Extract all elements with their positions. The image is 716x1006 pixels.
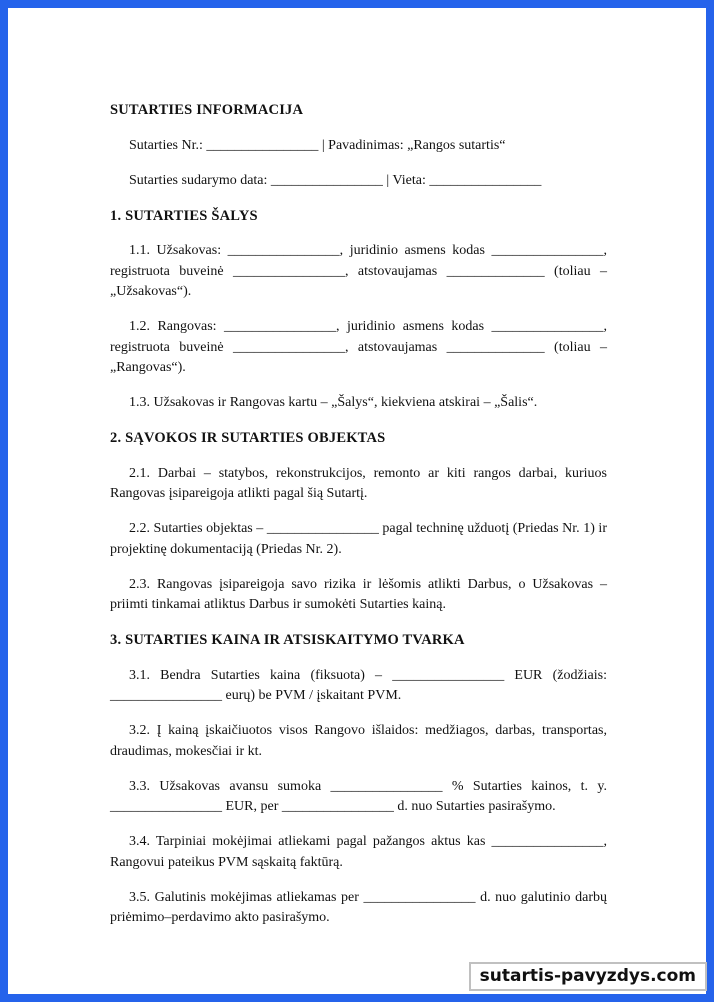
clause-3-3: 3.3. Užsakovas avansu sumoka ________________ % Sutarties kainos, t. y. ________________ EUR, per ________________ d. nuo Sutarties pasirašymo. (110, 778, 607, 814)
clause-2-3: 2.3. Rangovas įsipareigoja savo rizika ir lėšomis atlikti Darbus, o Užsakovas – priimti tinkamai atliktus Darbus ir sumokėti Sutarties kainą. (110, 576, 607, 612)
site-watermark-badge (469, 962, 707, 991)
contract-number-line: Sutarties Nr.: ________________ | Pavadinimas: „Rangos sutartis“ (129, 137, 506, 153)
clause-3-5: 3.5. Galutinis mokėjimas atliekamas per ________________ d. nuo galutinio darbų priėmimo–perdavimo akto pasirašymo. (110, 889, 607, 925)
document-title: SUTARTIES INFORMACIJA (110, 102, 304, 118)
section-heading-price: 3. SUTARTIES KAINA IR ATSISKAITYMO TVARKA (110, 632, 465, 648)
site-watermark-label: sutartis-pavyzdys.com (479, 966, 696, 986)
clause-2-1: 2.1. Darbai – statybos, rekonstrukcijos, remonto ar kiti rangos darbai, kuriuos Rangovas įsipareigoja atlikti pagal šią Sutartį. (110, 465, 607, 501)
clause-3-4: 3.4. Tarpiniai mokėjimai atliekami pagal pažangos aktus kas ________________, Rangovui pateikus PVM sąskaitą faktūrą. (110, 834, 607, 870)
clause-1-1: 1.1. Užsakovas: ________________, juridinio asmens kodas ________________, registruota buveinė ________________, atstovaujamas ______________ (toliau – „Užsakovas“). (110, 243, 607, 299)
clause-2-2: 2.2. Sutarties objektas – ________________ pagal techninę užduotį (Priedas Nr. 1) ir projektinę dokumentaciją (Priedas Nr. 2). (110, 521, 607, 557)
clause-1-3: 1.3. Užsakovas ir Rangovas kartu – „Šalys“, kiekviena atskirai – „Šalis“. (129, 395, 538, 410)
section-heading-definitions: 2. SĄVOKOS IR SUTARTIES OBJEKTAS (110, 430, 386, 446)
contract-date-place-line: Sutarties sudarymo data: ________________ | Vieta: ________________ (129, 172, 542, 188)
clause-3-2: 3.2. Į kainą įskaičiuotos visos Rangovo išlaidos: medžiagos, darbas, transportas, draudimas, mokesčiai ir kt. (110, 723, 607, 759)
clause-1-2: 1.2. Rangovas: ________________, juridinio asmens kodas ________________, registruota buveinė ________________, atstovaujamas ______________ (toliau – „Rangovas“). (110, 319, 607, 375)
section-heading-parties: 1. SUTARTIES ŠALYS (110, 207, 258, 224)
clause-3-1: 3.1. Bendra Sutarties kaina (fiksuota) – ________________ EUR (žodžiais: ________________ eurų) be PVM / įskaitant PVM. (110, 667, 607, 703)
